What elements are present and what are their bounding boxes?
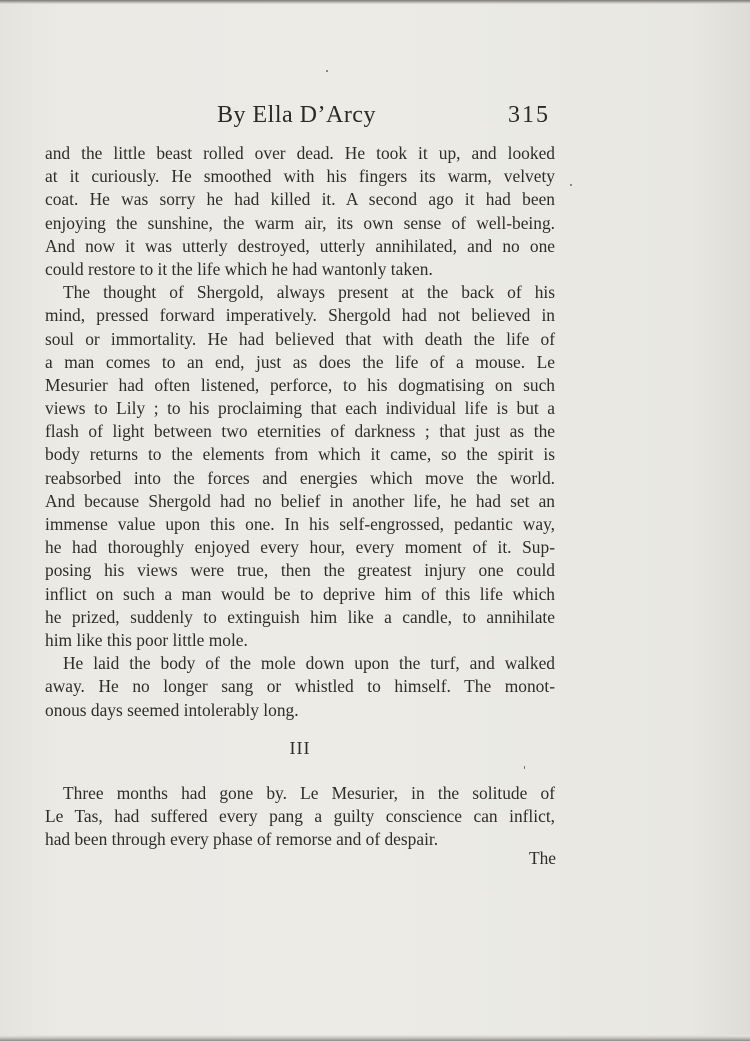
section-text (45, 782, 555, 852)
text-line: away. He no longer sang or whistled to himself. The monot- (45, 676, 555, 697)
text-line: him like this poor little mole. (45, 629, 248, 650)
text-line: a man comes to an end, just as does the life of a mouse. Le (45, 351, 555, 372)
text-line: he had thoroughly enjoyed every hour, every moment of it. Sup- (45, 537, 555, 558)
text-line: soul or immortality. He had believed that with death the life of (45, 328, 555, 349)
paragraph-first-line: Three months had gone by. Le Mesurier, in the solitude of (63, 783, 555, 803)
text-line: and the little beast rolled over dead. He took it up, and looked (45, 143, 555, 163)
text-line: at it curiously. He smoothed with his fingers its warm, velvety (45, 166, 555, 187)
text-line: mind, pressed forward imperatively. Shergold had not believed in (45, 305, 555, 326)
text-line: And now it was utterly destroyed, utterly annihilated, and no one (45, 235, 555, 256)
text-line: And because Shergold had no belief in another life, he had set an (45, 490, 555, 511)
text-line: reabsorbed into the forces and energies which move the world. (45, 467, 555, 488)
text-line: flash of light between two eternities of darkness ; that just as the (45, 421, 555, 442)
paper-speck (326, 70, 328, 72)
text-line: body returns to the elements from which it came, so the spirit is (45, 444, 555, 465)
page-top-edge (0, 0, 750, 4)
paper-speck (570, 184, 572, 186)
text-line: enjoying the sunshine, the warm air, its own sense of well-being. (45, 212, 555, 233)
text-line: onous days seemed intolerably long. (45, 699, 299, 720)
text-line: could restore to it the life which he had wantonly taken. (45, 258, 433, 279)
text-line: Mesurier had often listened, perforce, to his dogmatising on such (45, 374, 555, 395)
paragraph-first-line: He laid the body of the mole down upon the turf, and walked (63, 653, 555, 674)
paper-speck (524, 766, 525, 769)
page-number: 315 (508, 102, 550, 128)
running-head (45, 100, 550, 134)
running-title: By Ella D’Arcy (217, 102, 376, 128)
text-line: immense value upon this one. In his self-engrossed, pedantic way, (45, 514, 555, 534)
text-line: Le Tas, had suffered every pang a guilty conscience can inflict, (45, 806, 555, 827)
text-line: inflict on such a man would be to deprive him of this life which (45, 583, 555, 604)
section-heading: III (289, 738, 311, 758)
catchword: The (528, 848, 556, 868)
page-bottom-edge (0, 1035, 750, 1041)
paragraph-first-line: The thought of Shergold, always present at the back of his (63, 282, 555, 303)
text-line: had been through every phase of remorse and of despair. (45, 829, 439, 850)
text-line: views to Lily ; to his proclaiming that each individual life is but a (45, 398, 555, 419)
body-text (45, 142, 555, 722)
text-line: he prized, suddenly to extinguish him like a candle, to annihilate (45, 606, 555, 627)
text-line: coat. He was sorry he had killed it. A second ago it had been (45, 189, 555, 210)
text-line: posing his views were true, then the greatest injury one could (45, 560, 555, 581)
